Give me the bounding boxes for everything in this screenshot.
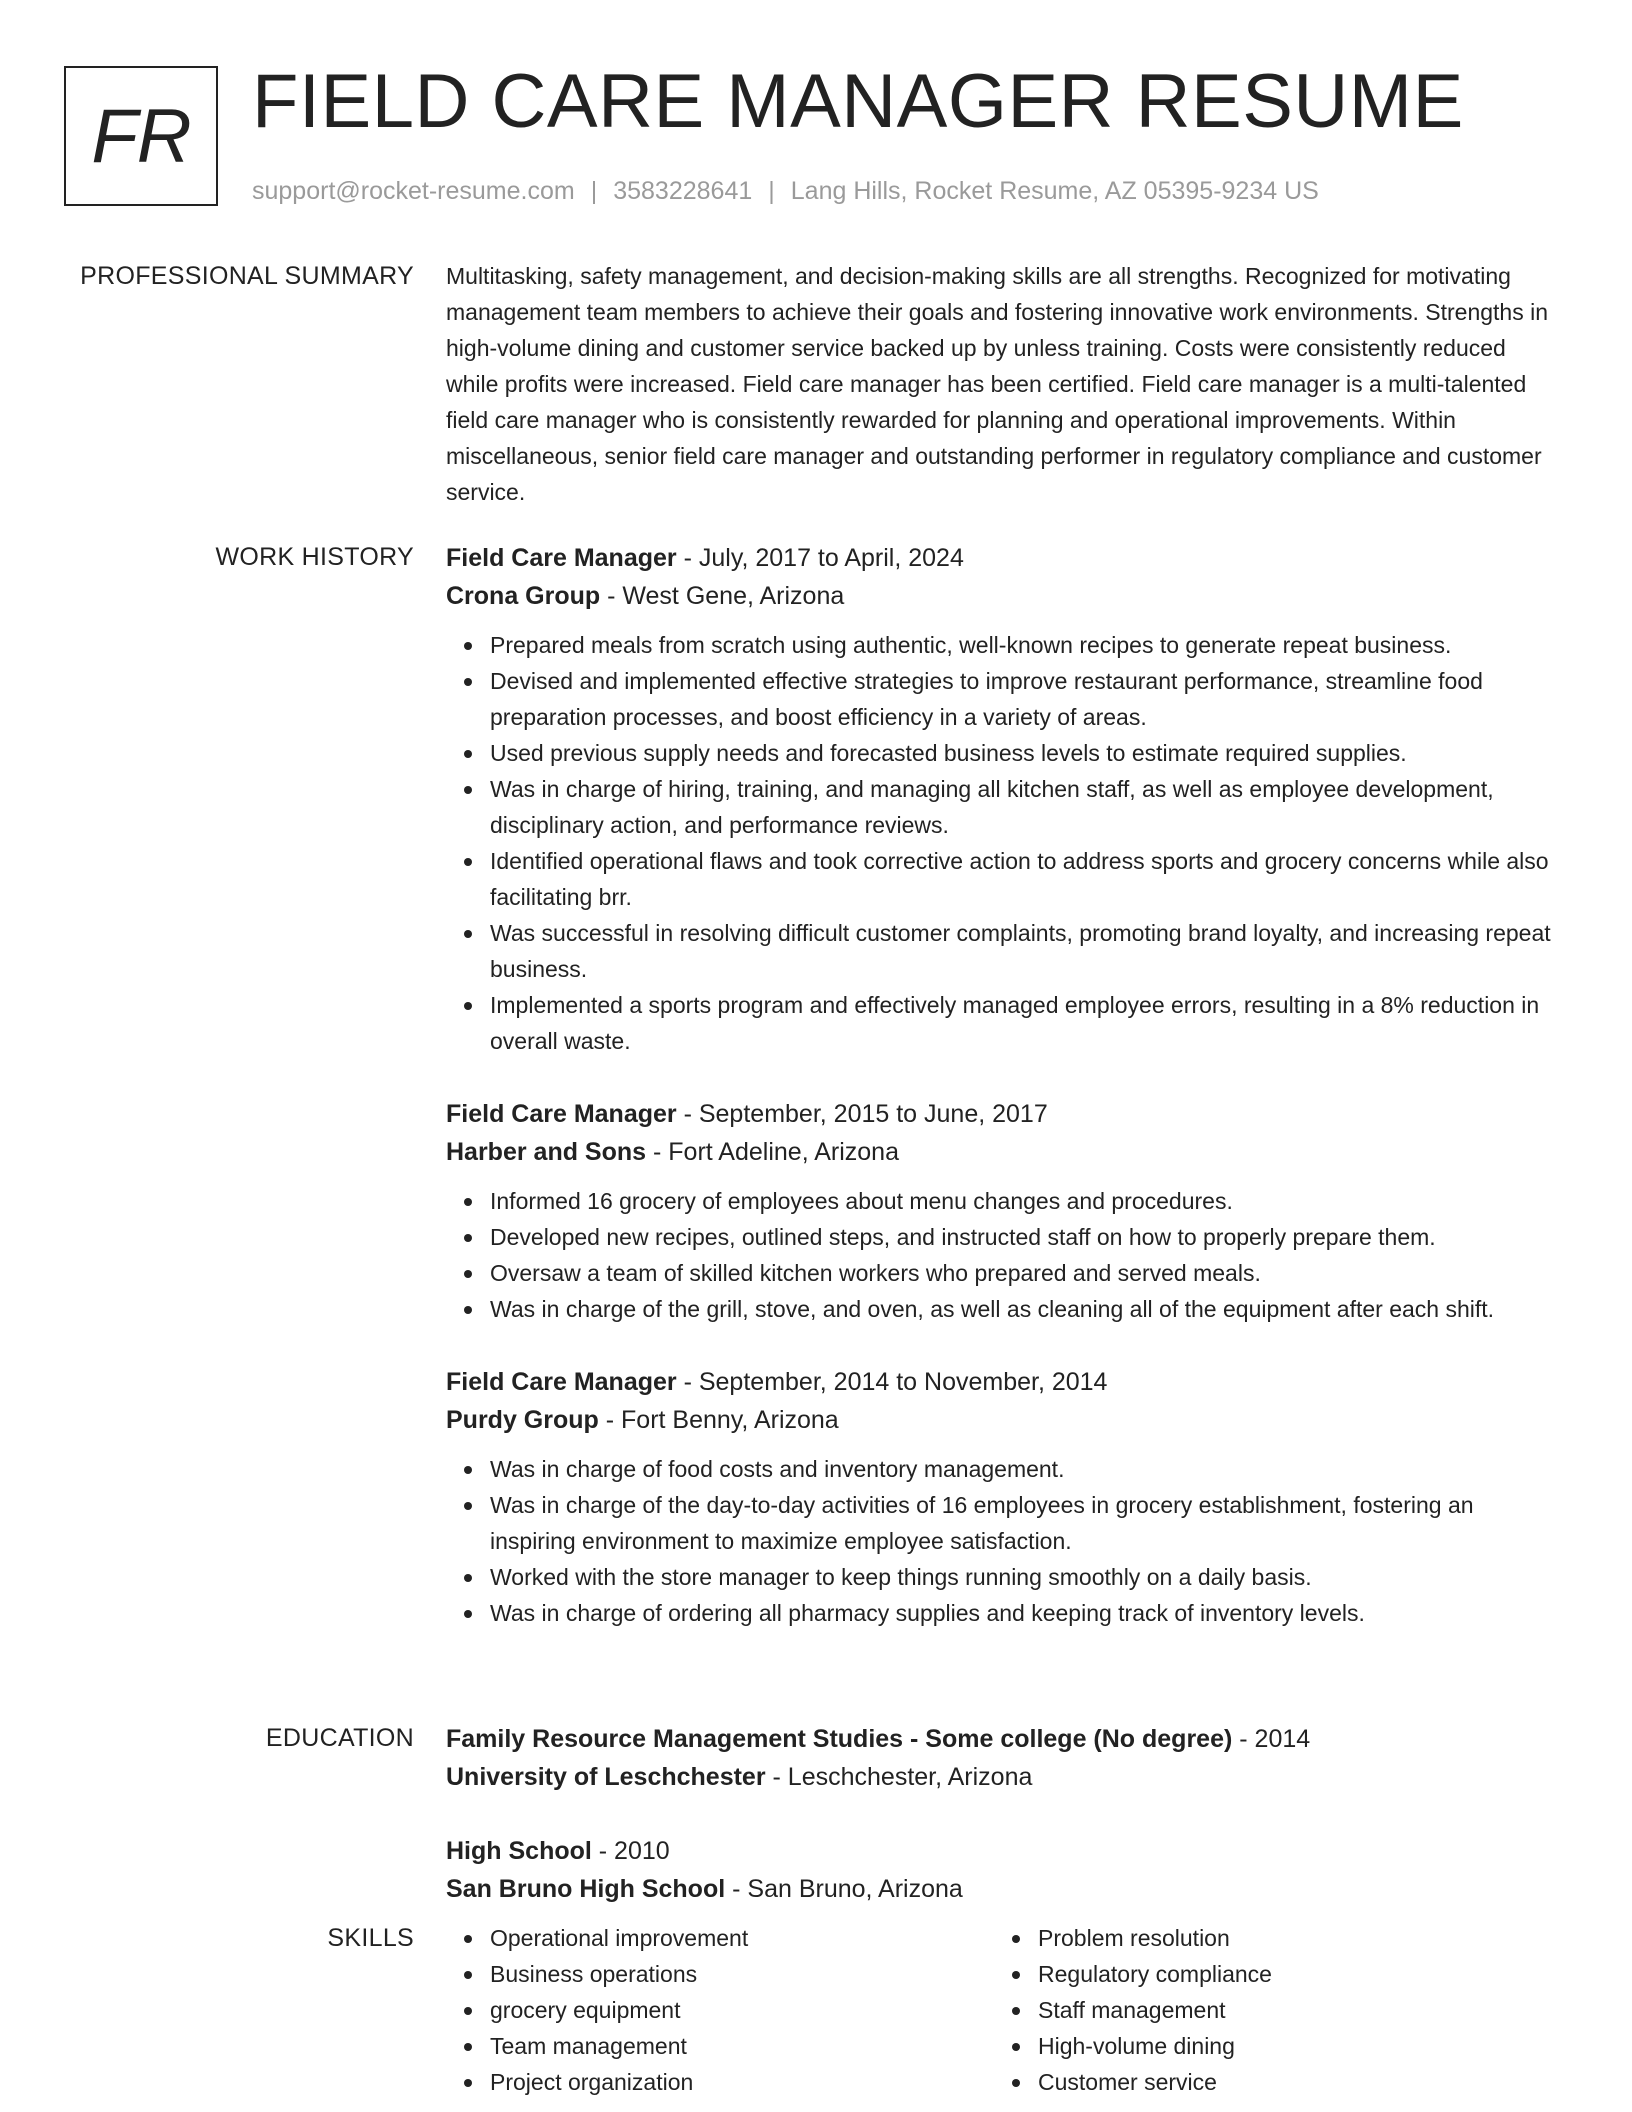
job-company: Harber and Sons [446, 1138, 647, 1166]
skill-item: Operational improvement [490, 1920, 994, 1956]
education-degree-line [446, 1720, 1564, 1758]
skill-item: Team management [490, 2028, 994, 2064]
job-dates: - September, 2015 to June, 2017 [676, 1100, 1048, 1128]
job-location: - Fort Benny, Arizona [598, 1406, 839, 1434]
skill-item: Project organization [490, 2064, 994, 2100]
job-bullet-list [446, 1451, 1564, 1631]
job-bullet: Prepared meals from scratch using authentic, well-known recipes to generate repeat business. [490, 627, 1564, 663]
summary-body [446, 258, 1564, 510]
section-label-education: EDUCATION [265, 1724, 414, 1752]
education-degree-line [446, 1832, 1564, 1870]
job-bullet: Identified operational flaws and took corrective action to address sports and grocery concerns while also facilitating brr. [490, 843, 1564, 915]
job-bullet-list [446, 1183, 1564, 1327]
job-title-line [446, 1095, 1564, 1133]
skill-item: grocery equipment [490, 1992, 994, 2028]
job-bullet: Was in charge of hiring, training, and managing all kitchen staff, as well as employee development, disciplinary action, and performance reviews. [490, 771, 1564, 843]
education-degree: Family Resource Management Studies - Some college (No degree) [446, 1725, 1233, 1753]
job-location: - Fort Adeline, Arizona [646, 1138, 899, 1166]
skill-item: Regulatory compliance [1038, 1956, 1542, 1992]
monogram-badge: FR [64, 66, 218, 206]
contact-separator: | [768, 177, 775, 205]
job-company-line [446, 1133, 1564, 1171]
job-dates: - September, 2014 to November, 2014 [676, 1368, 1108, 1396]
job-company: Purdy Group [446, 1406, 599, 1434]
contact-phone: 3583228641 [613, 177, 753, 205]
contact-email[interactable]: support@rocket-resume.com [252, 177, 575, 205]
job-location: - West Gene, Arizona [600, 582, 845, 610]
contact-separator: | [590, 177, 598, 205]
resume-title: FIELD CARE MANAGER RESUME [252, 59, 1464, 144]
section-label-skills: SKILLS [327, 1924, 414, 1952]
job-bullet: Oversaw a team of skilled kitchen workers who prepared and served meals. [490, 1255, 1564, 1291]
job-entry [446, 1095, 1564, 1327]
job-bullet-list [446, 627, 1564, 1059]
education-body [446, 1720, 1564, 1944]
skills-column-right [994, 1920, 1542, 2100]
education-school: San Bruno High School [446, 1875, 726, 1903]
job-bullet: Devised and implemented effective strategies to improve restaurant performance, streamline food preparation processes, and boost efficiency in a variety of areas. [490, 663, 1564, 735]
skills-body [446, 1920, 1564, 2100]
summary-text: Multitasking, safety management, and decision-making skills are all strengths. Recognized for motivating management team members to achieve their goals and fostering innovative work environments. Strengths in high-volume dining and customer service backed up by unless training. Costs were consistently reduced while profits were increased. Field care manager has been certified. Field care manager is a multi-talented field care manager who is consistently rewarded for planning and operational improvements. Within miscellaneous, senior field care manager and outstanding performer in regulatory compliance and customer service. [446, 263, 1549, 505]
skill-item: Business operations [490, 1956, 994, 1992]
job-bullet: Worked with the store manager to keep things running smoothly on a daily basis. [490, 1559, 1564, 1595]
job-title-line [446, 1363, 1564, 1401]
job-bullet: Developed new recipes, outlined steps, and instructed staff on how to properly prepare them. [490, 1219, 1564, 1255]
job-bullet: Was in charge of the grill, stove, and oven, as well as cleaning all of the equipment after each shift. [490, 1291, 1564, 1327]
job-title: Field Care Manager [446, 1368, 677, 1396]
skills-columns [446, 1920, 1564, 2100]
skills-column-left [446, 1920, 994, 2100]
skills-list [994, 1920, 1542, 2100]
education-year: - 2014 [1232, 1725, 1311, 1753]
education-entry [446, 1832, 1564, 1908]
skill-item: High-volume dining [1038, 2028, 1542, 2064]
job-company: Crona Group [446, 582, 601, 610]
job-bullet: Was successful in resolving difficult customer complaints, promoting brand loyalty, and increasing repeat business. [490, 915, 1564, 987]
job-entry [446, 539, 1564, 1059]
education-school-line [446, 1758, 1564, 1796]
job-entry [446, 1363, 1564, 1631]
job-bullet: Was in charge of the day-to-day activities of 16 employees in grocery establishment, fostering an inspiring environment to maximize employee satisfaction. [490, 1487, 1564, 1559]
contact-line [252, 174, 1319, 208]
education-entry [446, 1720, 1564, 1796]
work-history-body [446, 539, 1564, 1667]
job-bullet: Used previous supply needs and forecasted business levels to estimate required supplies. [490, 735, 1564, 771]
education-school: University of Leschchester [446, 1763, 766, 1791]
job-title-line [446, 539, 1564, 577]
education-location: - Leschchester, Arizona [765, 1763, 1033, 1791]
job-bullet: Informed 16 grocery of employees about menu changes and procedures. [490, 1183, 1564, 1219]
job-bullet: Was in charge of ordering all pharmacy supplies and keeping track of inventory levels. [490, 1595, 1564, 1631]
education-location: - San Bruno, Arizona [725, 1875, 963, 1903]
skills-list [446, 1920, 994, 2100]
skill-item: Problem resolution [1038, 1920, 1542, 1956]
section-label-summary: PROFESSIONAL SUMMARY [80, 262, 414, 290]
skill-item: Staff management [1038, 1992, 1542, 2028]
job-bullet: Was in charge of food costs and inventory management. [490, 1451, 1564, 1487]
education-degree: High School [446, 1837, 592, 1865]
job-title: Field Care Manager [446, 1100, 677, 1128]
skill-item: Customer service [1038, 2064, 1542, 2100]
job-title: Field Care Manager [446, 544, 677, 572]
education-year: - 2010 [591, 1837, 670, 1865]
job-company-line [446, 1401, 1564, 1439]
job-dates: - July, 2017 to April, 2024 [676, 544, 964, 572]
education-school-line [446, 1870, 1564, 1908]
job-bullet: Implemented a sports program and effectively managed employee errors, resulting in a 8% reduction in overall waste. [490, 987, 1564, 1059]
contact-address: Lang Hills, Rocket Resume, AZ 05395-9234 US [790, 177, 1319, 205]
job-company-line [446, 577, 1564, 615]
section-label-work-history: WORK HISTORY [215, 543, 414, 571]
